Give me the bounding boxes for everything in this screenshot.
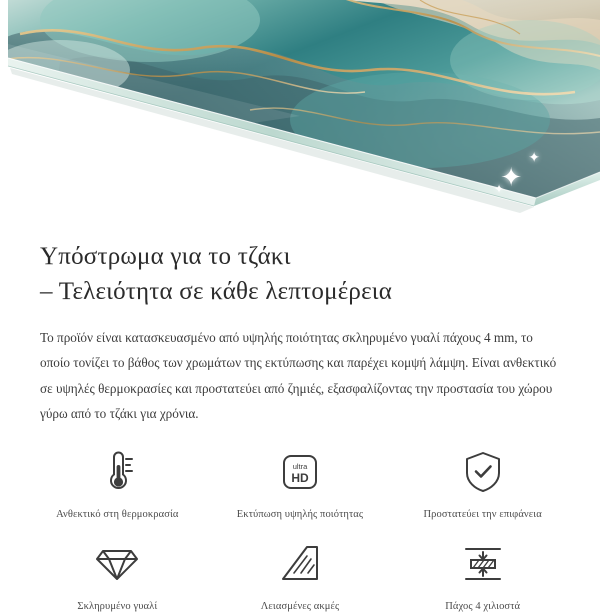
feature-label: Πάχος 4 χιλιοστά [445,601,521,613]
thickness-icon [455,538,511,590]
diamond-icon [89,538,145,590]
feature-item [26,538,209,614]
feature-item [209,446,392,522]
svg-text:HD: HD [291,471,309,486]
sparkle-icon: ✦ [500,162,522,192]
feature-item [209,538,392,614]
feature-label: Εκτύπωση υψηλής ποιότητας [236,509,364,521]
feature-grid [0,426,600,613]
feature-item [391,538,574,614]
polished-edges-icon [272,538,328,590]
sparkle-icon: ✦ [493,182,504,196]
feature-label: Ανθεκτικό στη θερμοκρασία [56,509,179,521]
feature-item [391,446,574,522]
svg-text:ultra: ultra [292,462,308,472]
hero-image [0,0,600,218]
ultra-hd-icon [272,446,328,498]
feature-label: Σκληρυμένο γυαλί [77,601,158,613]
feature-label: Προστατεύει την επιφάνεια [423,509,542,521]
body-paragraph: Το προϊόν είναι κατασκευασμένο από υψηλής ποιότητας σκληρυμένο γυαλί πάχους 4 mm, το οποίο τονίζει το βάθος των χρωμάτων της εκτύπωσης και παρέχει κομψή λάμψη. Είναι ανθεκτικό σε υψηλές θερμοκρασίες και προστατεύει από ζημιές, εξασφαλίζοντας την προστασία του χώρου γύρω από το τζάκι για χρόνια. [40,330,557,422]
thermometer-icon [89,446,145,498]
headline-line-2: – Τελειότητα σε κάθε λεπτομέρεια [40,277,393,305]
content-block [0,218,600,426]
feature-label: Λειασμένες ακμές [260,601,340,613]
shield-check-icon [455,446,511,498]
headline-line-1: Υπόστρωμα για το τζάκι [40,243,291,270]
sparkle-icon: ✦ [528,149,540,165]
feature-item [26,446,209,522]
page-title [40,240,560,309]
glass-panel-illustration [0,0,600,218]
